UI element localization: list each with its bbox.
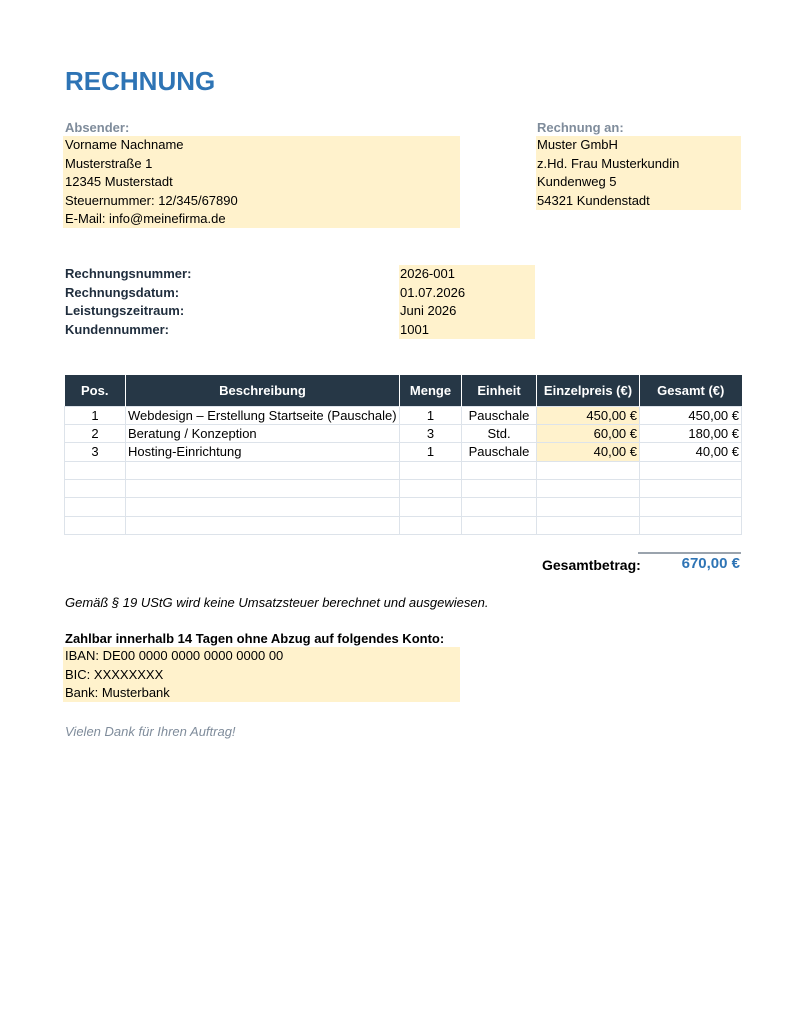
cell-empty [462, 480, 537, 498]
invoice-number: 2026-001 [399, 265, 535, 284]
cell-pos: 1 [65, 406, 126, 424]
cell-total: 40,00 € [640, 443, 742, 461]
table-row-empty [65, 480, 742, 498]
meta-row [65, 284, 535, 303]
cell-empty [65, 461, 126, 479]
table-row-empty [65, 498, 742, 516]
tax-note: Gemäß § 19 UStG wird keine Umsatzsteuer berechnet und ausgewiesen. [65, 595, 489, 610]
table-row-empty [65, 516, 742, 534]
cell-total: 180,00 € [640, 424, 742, 442]
recipient-label: Rechnung an: [537, 120, 624, 135]
cell-empty [400, 498, 462, 516]
cell-unit-price: 60,00 € [537, 424, 640, 442]
table-row [65, 406, 742, 424]
cell-empty [640, 516, 742, 534]
recipient-block [536, 136, 741, 210]
cell-quantity: 1 [400, 406, 462, 424]
cell-empty [640, 480, 742, 498]
bank-details [63, 647, 460, 702]
cell-empty [537, 461, 640, 479]
col-header-quantity: Menge [400, 375, 462, 406]
bank-iban: IBAN: DE00 0000 0000 0000 0000 00 [65, 648, 284, 663]
cell-empty [400, 480, 462, 498]
col-header-unit-price: Einzelpreis (€) [537, 375, 640, 406]
col-header-unit: Einheit [462, 375, 537, 406]
meta-row [65, 302, 535, 321]
col-header-total: Gesamt (€) [640, 375, 742, 406]
col-header-description: Beschreibung [126, 375, 400, 406]
table-row-empty [65, 461, 742, 479]
cell-quantity: 1 [400, 443, 462, 461]
cell-empty [462, 461, 537, 479]
total-divider [638, 552, 741, 554]
cell-unit: Std. [462, 424, 537, 442]
invoice-date: 01.07.2026 [399, 284, 535, 303]
invoice-title: RECHNUNG [65, 66, 216, 96]
invoice-meta [65, 265, 535, 339]
cell-empty [126, 480, 400, 498]
cell-empty [640, 461, 742, 479]
meta-key: Rechnungsdatum: [65, 284, 180, 300]
sender-line: Vorname Nachname [65, 137, 184, 152]
recipient-line: z.Hd. Frau Musterkundin [537, 155, 680, 171]
cell-empty [65, 480, 126, 498]
bank-name: Bank: Musterbank [65, 685, 170, 700]
table-header-row [65, 375, 742, 406]
recipient-line: 54321 Kundenstadt [537, 192, 650, 208]
customer-number: 1001 [399, 321, 535, 340]
sender-block [63, 136, 460, 228]
cell-empty [462, 498, 537, 516]
items-table [64, 375, 742, 535]
cell-unit: Pauschale [462, 443, 537, 461]
cell-empty [537, 498, 640, 516]
cell-total: 450,00 € [640, 406, 742, 424]
cell-description: Beratung / Konzeption [126, 424, 400, 442]
sender-line: 12345 Musterstadt [65, 174, 173, 189]
cell-empty [126, 498, 400, 516]
cell-empty [462, 516, 537, 534]
payment-heading: Zahlbar innerhalb 14 Tagen ohne Abzug auf folgendes Konto: [65, 631, 445, 646]
thanks-note: Vielen Dank für Ihren Auftrag! [65, 724, 236, 739]
sender-label: Absender: [65, 120, 130, 135]
cell-unit-price: 450,00 € [537, 406, 640, 424]
meta-key: Kundennummer: [65, 321, 169, 337]
cell-unit: Pauschale [462, 406, 537, 424]
cell-empty [126, 461, 400, 479]
recipient-line: Kundenweg 5 [537, 174, 617, 189]
meta-key: Leistungszeitraum: [65, 303, 185, 318]
cell-empty [65, 516, 126, 534]
meta-row [65, 321, 535, 340]
sender-line: Musterstraße 1 [65, 155, 153, 171]
cell-empty [537, 516, 640, 534]
bank-bic: BIC: XXXXXXXX [65, 666, 164, 682]
meta-row [65, 265, 535, 284]
cell-description: Hosting-Einrichtung [126, 443, 400, 461]
cell-pos: 2 [65, 424, 126, 442]
cell-description: Webdesign – Erstellung Startseite (Pauschale) [126, 406, 400, 424]
total-label: Gesamtbetrag: [542, 557, 641, 573]
cell-empty [65, 498, 126, 516]
cell-empty [537, 480, 640, 498]
cell-empty [640, 498, 742, 516]
meta-key: Rechnungsnummer: [65, 266, 192, 281]
total-amount: 670,00 € [681, 555, 740, 572]
table-row [65, 424, 742, 442]
table-row [65, 443, 742, 461]
cell-quantity: 3 [400, 424, 462, 442]
cell-pos: 3 [65, 443, 126, 461]
cell-empty [400, 461, 462, 479]
cell-empty [126, 516, 400, 534]
sender-line: Steuernummer: 12/345/67890 [65, 192, 238, 208]
sender-line: E-Mail: info@meinefirma.de [65, 211, 226, 226]
service-period: Juni 2026 [399, 302, 535, 321]
cell-unit-price: 40,00 € [537, 443, 640, 461]
col-header-pos: Pos. [65, 375, 126, 406]
recipient-line: Muster GmbH [537, 137, 618, 152]
cell-empty [400, 516, 462, 534]
